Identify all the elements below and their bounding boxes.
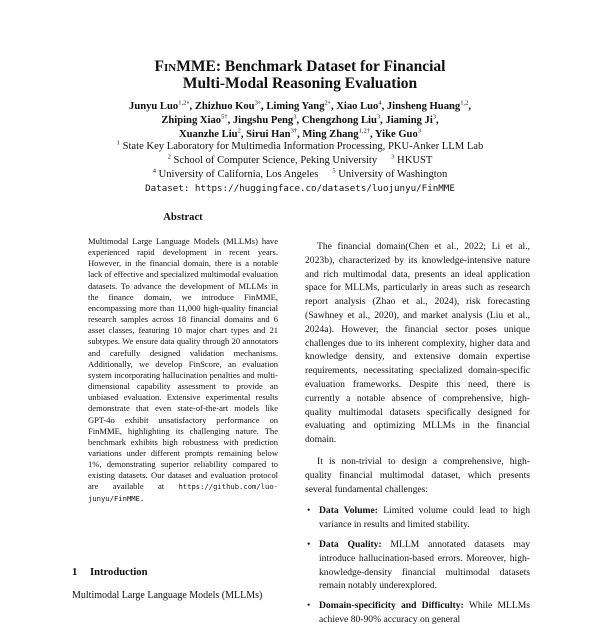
bullet-icon: • [307,538,311,550]
title-line-2: Multi-Modal Reasoning Evaluation [182,75,418,92]
author: Zhiping Xiao$^{5\dagger}$ [161,113,228,126]
author: Zhizhuo Kou$^{3\circ}$ [194,99,262,112]
author-row-1: Junyu Luo$^{1,2\circ}$, Zhizhuo Kou$^{3\circ}$, Liming Yang$^{2\circ}$, Xiao Luo$^4$, Jinsheng Huang$^{1,2}$, [129,99,471,112]
paper-title [60,58,540,92]
author: Ming Zhang$^{1,2\dagger}$ [302,127,370,140]
author-row-3: Xuanzhe Liu$^2$, Sirui Han$^{3\dagger}$, Ming Zhang$^{1,2\dagger}$, Yike Guo$^3$ [178,127,421,140]
author: Chengzhong Liu$^3$ [301,113,381,126]
dataset-link[interactable]: Dataset: https://huggingface.co/datasets/luojunyu/FinMME [145,183,455,194]
author: Xiao Luo$^4$ [336,99,382,112]
abstract-body [88,236,278,504]
bullet-icon: • [307,600,311,612]
author: Liming Yang$^{2\circ}$ [266,99,331,112]
list-item: • Data Volume: Limited volume could lead to high variance in results and limited stability. [307,505,530,531]
author: Jiaming Ji$^3$ [385,113,437,126]
intro-first-line: Multimodal Large Language Models (MLLMs) [72,590,263,601]
author: Junyu Luo$^{1,2\circ}$ [129,99,190,112]
bullet-icon: • [307,505,311,517]
github-link[interactable]: https://github.com/luo-junyu/FinMME. [88,482,278,503]
list-item: • Domain-specificity and Difficulty: While MLLMs achieve 80-90% accuracy on general [307,600,530,625]
abstract-heading: Abstract [163,212,203,223]
affiliation-line-1: $^1$ State Key Laboratory for Multimedia Information Processing, PKU-Anker LLM Lab [116,139,484,152]
section-heading: 1 Introduction [72,567,148,578]
author: Sirui Han$^{3\dagger}$ [246,127,298,140]
author-row-2: Zhiping Xiao$^{5\dagger}$, Jingshu Peng$^3$, Chengzhong Liu$^3$, Jiaming Ji$^3$, [161,113,439,126]
challenge-list [305,504,530,626]
right-column [305,240,530,633]
paragraph: It is non-trivial to design a comprehensive, high-quality financial multimodal dataset, which presents several fundamental challenges: [305,455,530,495]
affiliation-list [60,140,540,182]
author: Yike Guo$^3$ [374,127,421,140]
list-item: • Data Quality: MLLM annotated datasets may introduce hallucination-based errors. Moreover, high-knowledge-density financial multimodal datasets remain notably underexplored. [307,538,530,592]
author: Xuanzhe Liu$^2$ [178,127,241,140]
author-list [60,100,540,142]
title-line-1: FinMME: Benchmark Dataset for Financial [154,58,446,75]
affiliation-line-3: $^4$ University of California, Los Angeles $^5$ University of Washington [152,167,448,180]
paragraph: The financial domain(Chen et al., 2022; Li et al., 2023b), characterized by its knowledge-intensive nature and rich multimodal data, presents an ideal application space for MLLMs, particularly in areas such as research report analysis (Zhao et al., 2024), risk forecasting (Sawhney et al., 2020), and market analysis (Liu et al., 2024a). However, the financial sector poses unique challenges due to its inherent complexity, higher data and knowledge density, and extensive domain expertise requirements, necessitating specialized domain-specific evaluation frameworks. Despite this need, there is currently a notable absence of comprehensive, high-quality multimodal datasets specifically designed for evaluating and optimizing MLLMs in the financial domain. [305,241,530,446]
benchmark-name: FinMME [154,58,216,75]
abstract-text: Multimodal Large Language Models (MLLMs) have experienced rapid development in recent years. However, in the financial domain, there is a notable lack of effective and specialized multimodal evaluation datasets. To advance the development of MLLMs in the finance domain, we introduce FinMME, encompassing more than 11,000 high-quality financial research samples across 18 financial domains and 6 asset classes, featuring 10 major chart types and 21 subtypes. We ensure data quality through 20 annotators and carefully designed validation mechanisms. Additionally, we develop FinScore, an evaluation system incorporating hallucination penalties and multi-dimensional capability assessment to provide an unbiased evaluation. Extensive experimental results demonstrate that even state-of-the-art models like GPT-4o exhibit unsatisfactory performance on FinMME, highlighting its challenging nature. The benchmark exhibits high robustness with prediction variations under different prompts remaining below 1%, demonstrating superior reliability compared to existing datasets. Our dataset and evaluation protocol are available at [88,236,278,492]
author: Jingshu Peng$^3$ [232,113,297,126]
author: Jinsheng Huang$^{1,2}$ [386,99,469,112]
affiliation-line-2: $^2$ School of Computer Science, Peking University $^3$ HKUST [167,153,433,166]
